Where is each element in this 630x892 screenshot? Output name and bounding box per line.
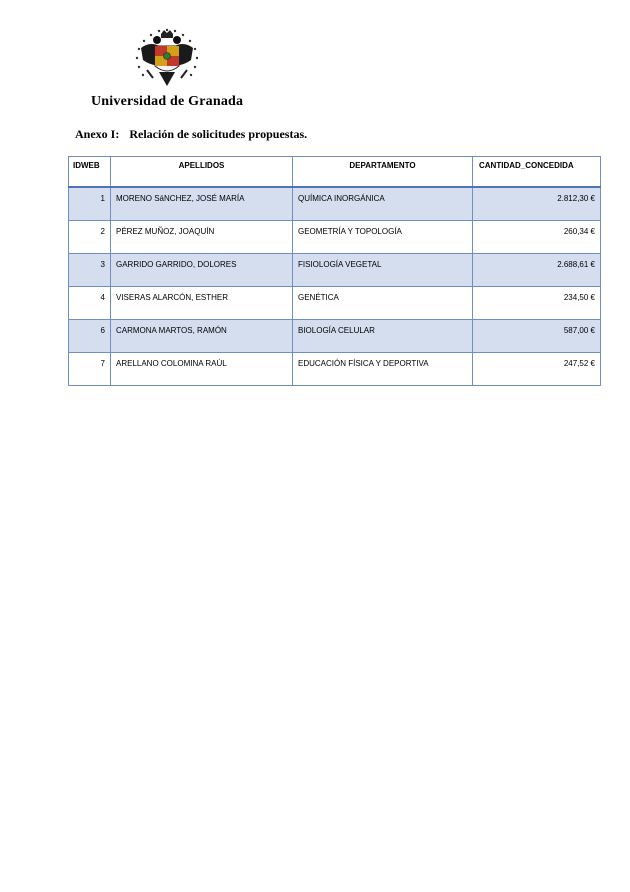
cell-name: ARELLANO COLOMINA RAÚL [111,353,293,386]
column-header-idweb: IDWEB [69,157,111,188]
cell-name: GARRIDO GARRIDO, DOLORES [111,254,293,287]
cell-amount: 247,52 € [473,353,601,386]
cell-name: PÉREZ MUÑOZ, JOAQUÍN [111,221,293,254]
cell-name: MORENO SáNCHEZ, JOSÉ MARÍA [111,187,293,221]
table-row [69,320,601,353]
cell-id: 1 [69,187,111,221]
column-header-departamento: DEPARTAMENTO [293,157,473,188]
table-row [69,353,601,386]
cell-dept: FISIOLOGÍA VEGETAL [293,254,473,287]
table-row [69,221,601,254]
cell-amount: 2.812,30 € [473,187,601,221]
annex-label: Anexo I: [75,127,120,141]
cell-id: 2 [69,221,111,254]
cell-id: 4 [69,287,111,320]
cell-id: 7 [69,353,111,386]
table-row [69,287,601,320]
cell-dept: GENÉTICA [293,287,473,320]
column-header-cantidad: CANTIDAD_CONCEDIDA [473,157,601,188]
table-row [69,187,601,221]
cell-dept: GEOMETRÍA Y TOPOLOGÍA [293,221,473,254]
cell-id: 3 [69,254,111,287]
table-row [69,254,601,287]
cell-dept: QUÍMICA INORGÁNICA [293,187,473,221]
cell-amount: 2.688,61 € [473,254,601,287]
cell-name: CARMONA MARTOS, RAMÓN [111,320,293,353]
cell-name: VISERAS ALARCÓN, ESTHER [111,287,293,320]
annex-title: Relación de solicitudes propuestas. [129,127,308,141]
cell-amount: 260,34 € [473,221,601,254]
column-header-apellidos: APELLIDOS [111,157,293,188]
cell-id: 6 [69,320,111,353]
cell-amount: 234,50 € [473,287,601,320]
university-name: Universidad de Granada [91,94,244,109]
cell-dept: BIOLOGÍA CELULAR [293,320,473,353]
cell-dept: EDUCACIÓN FÍSICA Y DEPORTIVA [293,353,473,386]
university-coat-of-arms-icon [133,26,201,92]
cell-amount: 587,00 € [473,320,601,353]
annex-heading [75,127,307,142]
table-header-row [69,157,601,188]
grants-table [68,156,601,386]
